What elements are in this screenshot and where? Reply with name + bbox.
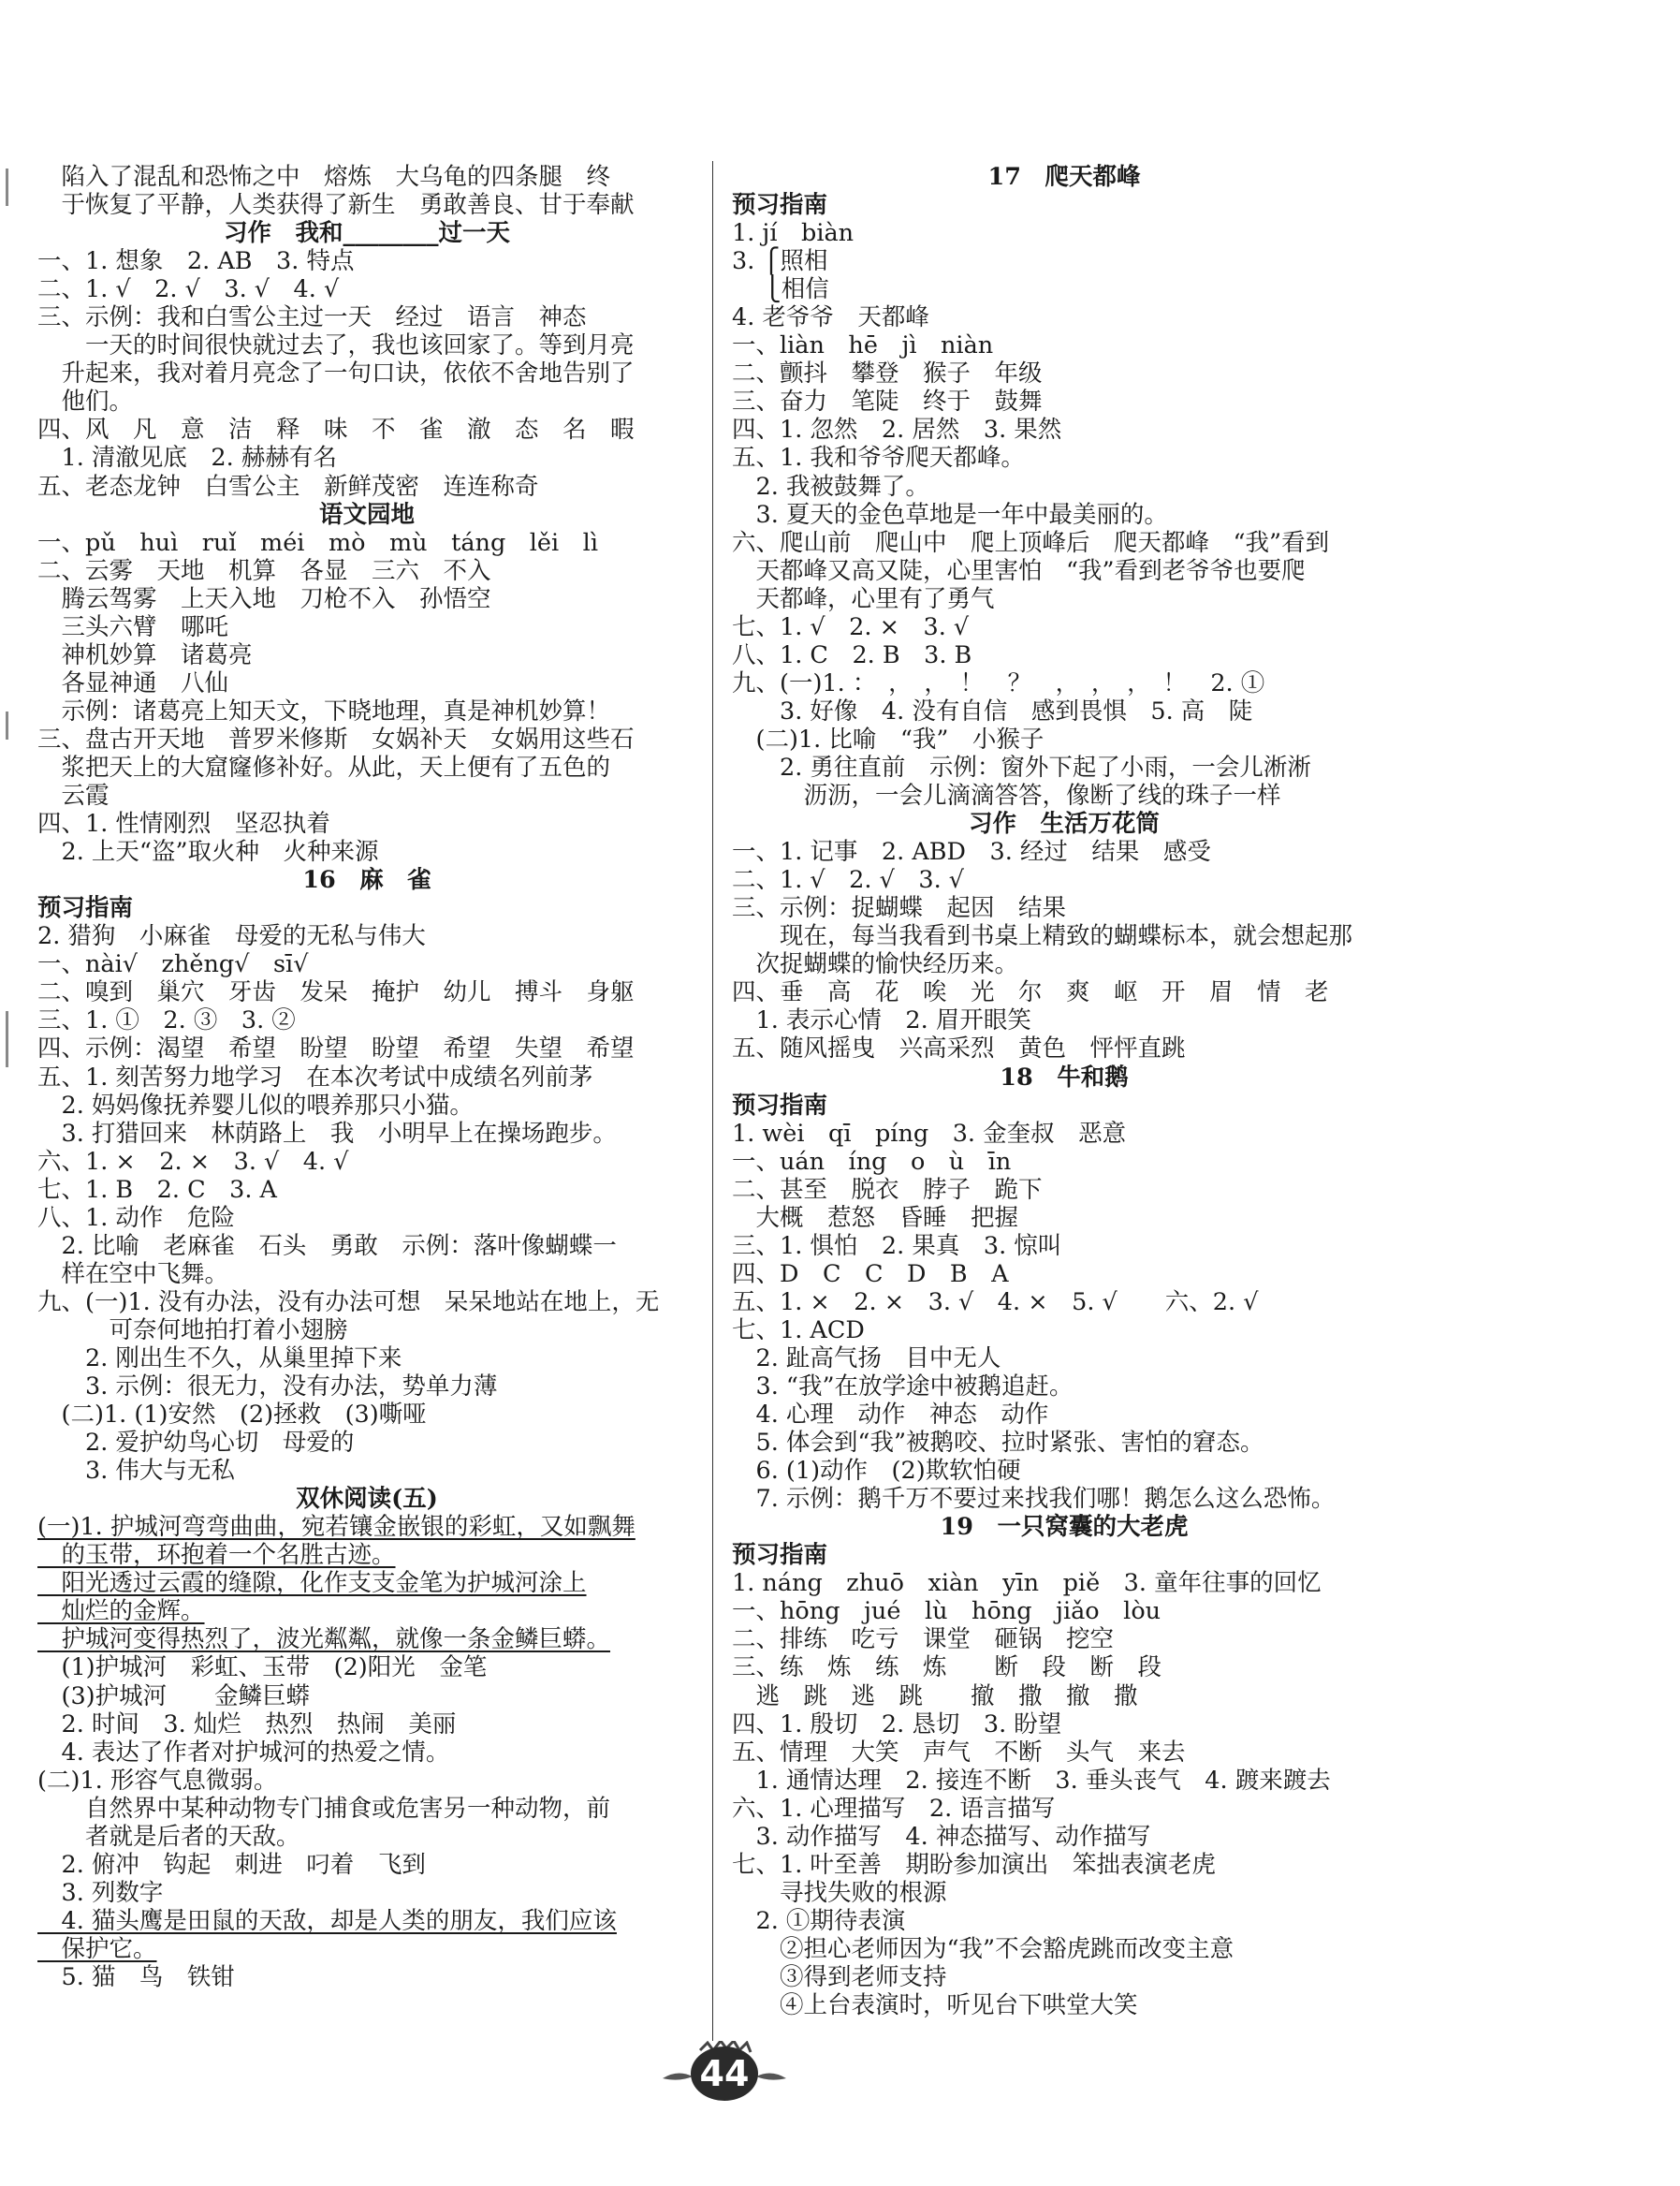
answer-line: 2. 妈妈像抚养婴儿似的喂养那只小猫。 xyxy=(37,1091,474,1120)
answer-line: 云霞 xyxy=(37,782,110,811)
answer-line: (二)1. (1)安然 (2)拯救 (3)嘶哑 xyxy=(37,1401,427,1430)
answer-line: 三、1. 惧怕 2. 果真 3. 惊叫 xyxy=(732,1231,1062,1260)
page-number-badge xyxy=(659,2041,790,2108)
answer-line: 二、甚至 脱衣 脖子 跪下 xyxy=(732,1175,1043,1204)
section-heading: 19 一只窝囊的大老虎 xyxy=(940,1513,1189,1542)
answer-line: 他们。 xyxy=(37,388,134,417)
answer-line: 八、1. 动作 危险 xyxy=(37,1203,235,1232)
answer-line: 七、1. ACD xyxy=(732,1315,865,1344)
subsection-heading: 预习指南 xyxy=(732,1541,828,1570)
answer-line: 2. 爱护幼鸟心切 母爱的 xyxy=(37,1429,355,1458)
answer-line: (一)1. 护城河弯弯曲曲，宛若镶金嵌银的彩虹，又如飘舞 xyxy=(37,1513,635,1542)
answer-line: 1. náng zhuō xiàn yīn piě 3. 童年往事的回忆 xyxy=(732,1569,1322,1598)
answer-line: 七、1. 叶至善 期盼参加演出 笨拙表演老虎 xyxy=(732,1850,1216,1879)
answer-line: 4. 猫头鹰是田鼠的天敌，却是人类的朋友，我们应该 xyxy=(37,1906,617,1935)
answer-line: 一、liàn hē jì niàn xyxy=(732,331,994,360)
answer-line: 保护它。 xyxy=(37,1934,157,1963)
answer-line: 各显神通 八仙 xyxy=(37,668,229,697)
section-heading: 17 爬天都峰 xyxy=(987,163,1141,191)
answer-line: 天都峰，心里有了勇气 xyxy=(732,584,995,613)
answer-line: 四、风 凡 意 洁 释 味 不 雀 澈 态 名 暇 xyxy=(37,416,635,445)
binding-mark-lower xyxy=(6,1011,8,1067)
answer-line: 八、1. C 2. B 3. B xyxy=(732,640,972,669)
answer-line: 3. 列数字 xyxy=(37,1878,164,1907)
answer-line: 2. 比喻 老麻雀 石头 勇敢 示例：落叶像蝴蝶一 xyxy=(37,1231,617,1260)
answer-line: 3. 好像 4. 没有自信 感到畏惧 5. 高 陡 xyxy=(732,697,1253,726)
answer-line: 1. jí biàn xyxy=(732,219,855,248)
answer-line: 3. 夏天的金色草地是一年中最美丽的。 xyxy=(732,500,1168,529)
answer-line: 2. 俯冲 钩起 刺进 叼着 飞到 xyxy=(37,1850,426,1879)
answer-line: 一、hōng jué lù hōng jiǎo lòu xyxy=(732,1597,1161,1626)
answer-line: 4. 表达了作者对护城河的热爱之情。 xyxy=(37,1738,450,1767)
answer-line: 1. wèi qī píng 3. 金奎叔 恶意 xyxy=(732,1119,1127,1148)
answer-line: 2. ①期待表演 xyxy=(732,1906,906,1935)
answer-line: ⎩相信 xyxy=(732,275,829,304)
answer-line: 天都峰又高又陡，心里害怕 “我”看到老爷爷也要爬 xyxy=(732,556,1306,585)
answer-line: 3. 动作描写 4. 神态描写、动作描写 xyxy=(732,1822,1151,1851)
answer-line: 1. 通情达理 2. 接连不断 3. 垂头丧气 4. 踱来踱去 xyxy=(732,1766,1331,1795)
answer-line: 六、1. × 2. × 3. √ 4. √ xyxy=(37,1147,349,1176)
answer-line: 3. 示例：很无力，没有办法，势单力薄 xyxy=(37,1372,498,1401)
answer-line: 3. ⎧照相 xyxy=(732,247,828,276)
answer-line: 腾云驾雾 上天入地 刀枪不入 孙悟空 xyxy=(37,584,491,613)
answer-line: 2. 猎狗 小麻雀 母爱的无私与伟大 xyxy=(37,922,426,951)
binding-mark-middle xyxy=(6,712,8,740)
answer-line: 五、老态龙钟 白雪公主 新鲜茂密 连连称奇 xyxy=(37,472,539,501)
answer-line: 沥沥，一会儿滴滴答答，像断了线的珠子一样 xyxy=(732,782,1281,811)
answer-line: 二、颤抖 攀登 猴子 年级 xyxy=(732,359,1043,389)
answer-line: 四、1. 忽然 2. 居然 3. 果然 xyxy=(732,416,1062,445)
answer-line: 六、爬山前 爬山中 爬上顶峰后 爬天都峰 “我”看到 xyxy=(732,528,1330,557)
answer-line: 浆把天上的大窟窿修补好。从此，天上便有了五色的 xyxy=(37,753,611,782)
answer-line: 四、D C C D B A xyxy=(732,1259,1009,1288)
answer-line: (3)护城河 金鳞巨蟒 xyxy=(37,1681,311,1710)
section-heading: 16 麻 雀 xyxy=(302,866,431,895)
answer-line: 一、1. 记事 2. ABD 3. 经过 结果 感受 xyxy=(732,838,1211,867)
answer-line: 五、1. × 2. × 3. √ 4. × 5. √ 六、2. √ xyxy=(732,1287,1259,1316)
answer-line: 三、示例：我和白雪公主过一天 经过 语言 神态 xyxy=(37,303,587,332)
answer-column-left xyxy=(37,163,696,1991)
column-divider xyxy=(712,161,713,2041)
answer-line: ④上台表演时，听见台下哄堂大笑 xyxy=(732,1991,1138,2020)
section-heading: 习作 我和________过一天 xyxy=(223,219,510,248)
answer-line: 2. 趾高气扬 目中无人 xyxy=(732,1343,1001,1372)
answer-line: 一、pǔ huì ruǐ méi mò mù táng lěi lì xyxy=(37,528,598,557)
answer-line: (1)护城河 彩虹、玉带 (2)阳光 金笔 xyxy=(37,1653,488,1682)
answer-line: 者就是后者的天敌。 xyxy=(37,1822,300,1851)
answer-line: 二、排练 吃亏 课堂 砸锅 挖空 xyxy=(732,1625,1115,1654)
section-heading: 语文园地 xyxy=(318,500,415,529)
answer-line: 七、1. B 2. C 3. A xyxy=(37,1175,277,1204)
answer-line: 逃 跳 逃 跳 撤 撒 撤 撒 xyxy=(732,1681,1138,1710)
answer-line: ②担心老师因为“我”不会豁虎跳而改变主意 xyxy=(732,1934,1234,1963)
answer-line: 3. 打猎回来 林荫路上 我 小明早上在操场跑步。 xyxy=(37,1119,617,1148)
subsection-heading: 预习指南 xyxy=(732,191,828,220)
answer-line: 4. 老爷爷 天都峰 xyxy=(732,303,929,332)
answer-line: 升起来，我对着月亮念了一句口诀，依依不舍地告别了 xyxy=(37,359,635,389)
answer-line: 1. 清澈见底 2. 赫赫有名 xyxy=(37,444,337,473)
answer-line: 二、1. √ 2. √ 3. √ 4. √ xyxy=(37,275,340,304)
answer-line: 7. 示例：鹅千万不要过来找我们哪！鹅怎么这么恐怖。 xyxy=(732,1485,1336,1514)
answer-line: 一、nài√ zhěng√ sī√ xyxy=(37,950,309,979)
answer-line: 二、云雾 天地 机算 各显 三六 不入 xyxy=(37,556,491,585)
answer-line: 的玉带，环抱着一个名胜古迹。 xyxy=(37,1541,396,1570)
answer-line: 可奈何地拍打着小翅膀 xyxy=(37,1315,348,1344)
answer-line: 三、练 炼 练 炼 断 段 断 段 xyxy=(732,1653,1162,1682)
answer-line: (二)1. 比喻 “我” 小猴子 xyxy=(732,725,1045,754)
answer-line: 2. 我被鼓舞了。 xyxy=(732,472,929,501)
subsection-heading: 预习指南 xyxy=(37,894,134,923)
answer-line: 五、情理 大笑 声气 不断 头气 来去 xyxy=(732,1738,1186,1767)
answer-line: 四、垂 高 花 唉 光 尔 爽 岖 开 眉 情 老 xyxy=(732,978,1329,1007)
answer-line: 七、1. √ 2. × 3. √ xyxy=(732,612,970,641)
answer-line: 灿烂的金辉。 xyxy=(37,1597,205,1626)
answer-line: 寻找失败的根源 xyxy=(732,1878,947,1907)
answer-line: 陷入了混乱和恐怖之中 熔炼 大乌龟的四条腿 终 xyxy=(37,163,611,191)
answer-line: 4. 心理 动作 神态 动作 xyxy=(732,1401,1049,1430)
answer-line: 3. “我”在放学途中被鹅追赶。 xyxy=(732,1372,1074,1401)
answer-line: 九、(一)1. 没有办法，没有办法可想 呆呆地站在地上，无 xyxy=(37,1287,660,1316)
answer-line: 现在，每当我看到书桌上精致的蝴蝶标本，就会想起那 xyxy=(732,922,1353,951)
answer-line: 一、1. 想象 2. AB 3. 特点 xyxy=(37,247,355,276)
answer-line: 2. 时间 3. 灿烂 热烈 热闹 美丽 xyxy=(37,1709,457,1739)
answer-line: 三、奋力 笔陡 终于 鼓舞 xyxy=(732,388,1043,417)
answer-line: 2. 上天“盗”取火种 火种来源 xyxy=(37,838,379,867)
answer-line: 三、1. ① 2. ③ 3. ② xyxy=(37,1006,296,1035)
answer-line: 2. 刚出生不久，从巢里掉下来 xyxy=(37,1343,402,1372)
answer-line: (二)1. 形容气息微弱。 xyxy=(37,1766,278,1795)
answer-line: 六、1. 心理描写 2. 语言描写 xyxy=(732,1794,1056,1823)
page-number: 44 xyxy=(691,2047,758,2101)
answer-line: 护城河变得热烈了，波光粼粼，就像一条金鳞巨蟒。 xyxy=(37,1625,611,1654)
answer-line: 四、1. 殷切 2. 恳切 3. 盼望 xyxy=(732,1709,1062,1739)
answer-line: 二、嗅到 巢穴 牙齿 发呆 掩护 幼儿 搏斗 身躯 xyxy=(37,978,635,1007)
section-heading: 习作 生活万花筒 xyxy=(968,810,1160,839)
answer-line: 阳光透过云霞的缝隙，化作支支金笔为护城河涂上 xyxy=(37,1569,587,1598)
answer-line: 大概 惹怒 昏睡 把握 xyxy=(732,1203,1019,1232)
answer-line: 三、盘古开天地 普罗米修斯 女娲补天 女娲用这些石 xyxy=(37,725,635,754)
section-heading: 18 牛和鹅 xyxy=(1000,1063,1129,1092)
answer-line: 五、随风摇曳 兴高采烈 黄色 怦怦直跳 xyxy=(732,1034,1186,1064)
subsection-heading: 预习指南 xyxy=(732,1091,828,1120)
answer-line: 四、1. 性情刚烈 坚忍执着 xyxy=(37,810,330,839)
answer-line: 5. 体会到“我”被鹅咬、拉时紧张、害怕的窘态。 xyxy=(732,1429,1264,1458)
answer-line: 于恢复了平静，人类获得了新生 勇敢善良、甘于奉献 xyxy=(37,191,635,220)
answer-line: 1. 表示心情 2. 眉开眼笑 xyxy=(732,1006,1031,1035)
answer-line: 一、uán íng o ù īn xyxy=(732,1147,1012,1176)
answer-line: 自然界中某种动物专门捕食或危害另一种动物，前 xyxy=(37,1794,611,1823)
answer-line: 5. 猫 鸟 铁钳 xyxy=(37,1963,235,1991)
answer-line: 2. 勇往直前 示例：窗外下起了小雨，一会儿淅淅 xyxy=(732,753,1311,782)
answer-line: 神机妙算 诸葛亮 xyxy=(37,640,253,669)
answer-line: 一天的时间很快就过去了，我也该回家了。等到月亮 xyxy=(37,331,635,360)
answer-column-right xyxy=(732,163,1396,2019)
answer-line: 五、1. 我和爷爷爬天都峰。 xyxy=(732,444,1025,473)
answer-line: 样在空中飞舞。 xyxy=(37,1259,229,1288)
answer-line: 四、示例：渴望 希望 盼望 盼望 希望 失望 希望 xyxy=(37,1034,635,1064)
answer-line: 示例：诸葛亮上知天文，下晓地理，真是神机妙算！ xyxy=(37,697,611,726)
answer-line: 3. 伟大与无私 xyxy=(37,1457,235,1486)
answer-line: 6. (1)动作 (2)欺软怕硬 xyxy=(732,1457,1021,1486)
answer-line: 五、1. 刻苦努力地学习 在本次考试中成绩名列前茅 xyxy=(37,1063,593,1092)
answer-line: 二、1. √ 2. √ 3. √ xyxy=(732,866,965,895)
answer-line: ③得到老师支持 xyxy=(732,1963,947,1991)
binding-mark-top xyxy=(6,169,8,206)
answer-line: 三头六臂 哪吒 xyxy=(37,612,229,641)
answer-line: 次捉蝴蝶的愉快经历来。 xyxy=(732,950,1019,979)
answer-line: 九、(一)1. ： ， ， ！ ？ ， ， ， ！ 2. ① xyxy=(732,668,1265,697)
section-heading: 双休阅读(五) xyxy=(296,1485,438,1514)
answer-line: 三、示例：捉蝴蝶 起因 结果 xyxy=(732,894,1067,923)
